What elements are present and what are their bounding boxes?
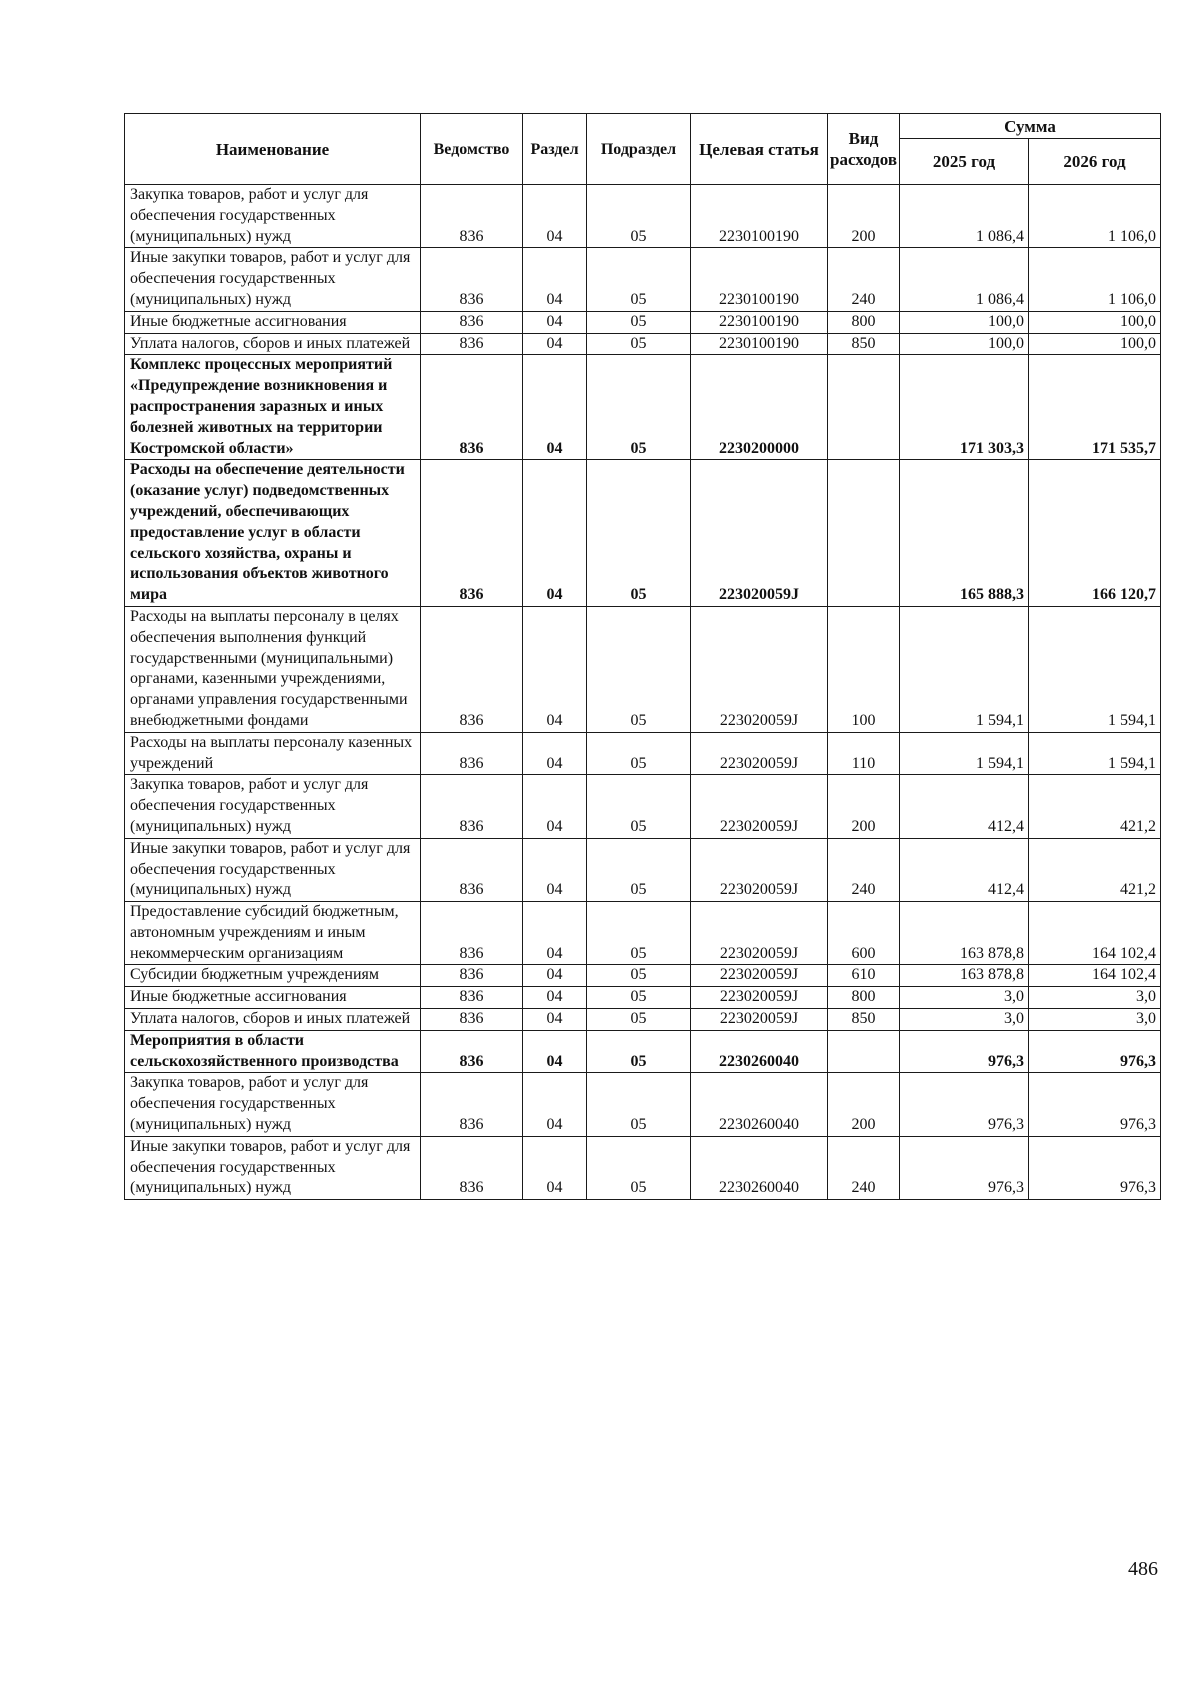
cell-sum-2026: 166 120,7 xyxy=(1029,460,1161,607)
table-row xyxy=(125,732,1161,775)
cell-expense-type xyxy=(828,1030,900,1073)
cell-sum-2026: 1 106,0 xyxy=(1029,248,1161,311)
cell-section: 04 xyxy=(523,1030,587,1073)
cell-section: 04 xyxy=(523,248,587,311)
table-body xyxy=(125,185,1161,1200)
cell-sum-2026: 100,0 xyxy=(1029,311,1161,333)
cell-subsection: 05 xyxy=(587,987,691,1009)
cell-target-article: 223020059J xyxy=(691,965,828,987)
cell-expense-type xyxy=(828,460,900,607)
header-name: Наименование xyxy=(125,114,421,185)
cell-name: Закупка товаров, работ и услуг для обеспечения государственных (муниципальных) нужд xyxy=(125,1073,421,1136)
cell-section: 04 xyxy=(523,965,587,987)
cell-section: 04 xyxy=(523,460,587,607)
page-number: 486 xyxy=(1128,1558,1158,1580)
cell-sum-2025: 3,0 xyxy=(900,1009,1029,1031)
cell-sum-2026: 421,2 xyxy=(1029,775,1161,838)
header-sum: Сумма xyxy=(900,114,1161,139)
cell-name: Иные закупки товаров, работ и услуг для обеспечения государственных (муниципальных) нужд xyxy=(125,248,421,311)
cell-subsection: 05 xyxy=(587,606,691,732)
cell-section: 04 xyxy=(523,355,587,460)
cell-target-article: 223020059J xyxy=(691,902,828,965)
table-row xyxy=(125,333,1161,355)
cell-name: Иные бюджетные ассигнования xyxy=(125,987,421,1009)
cell-target-article: 223020059J xyxy=(691,775,828,838)
cell-section: 04 xyxy=(523,333,587,355)
header-target-article: Целевая статья xyxy=(691,114,828,185)
cell-subsection: 05 xyxy=(587,965,691,987)
cell-sum-2026: 164 102,4 xyxy=(1029,902,1161,965)
cell-department: 836 xyxy=(421,902,523,965)
cell-name: Предоставление субсидий бюджетным, автономным учреждениям и иным некоммерческим организациям xyxy=(125,902,421,965)
cell-sum-2026: 1 594,1 xyxy=(1029,606,1161,732)
cell-sum-2025: 100,0 xyxy=(900,311,1029,333)
table-row xyxy=(125,606,1161,732)
header-department: Ведомство xyxy=(421,114,523,185)
cell-name: Субсидии бюджетным учреждениям xyxy=(125,965,421,987)
cell-department: 836 xyxy=(421,987,523,1009)
cell-sum-2025: 3,0 xyxy=(900,987,1029,1009)
cell-department: 836 xyxy=(421,185,523,248)
cell-name: Расходы на выплаты персоналу в целях обеспечения выполнения функций государственными (муниципальными) органами, казенными учреждениями, органами управления государственными внебюджетными фондами xyxy=(125,606,421,732)
cell-target-article: 2230200000 xyxy=(691,355,828,460)
cell-subsection: 05 xyxy=(587,1030,691,1073)
cell-expense-type: 600 xyxy=(828,902,900,965)
cell-sum-2026: 976,3 xyxy=(1029,1030,1161,1073)
cell-subsection: 05 xyxy=(587,355,691,460)
cell-section: 04 xyxy=(523,838,587,901)
cell-target-article: 223020059J xyxy=(691,838,828,901)
cell-expense-type: 610 xyxy=(828,965,900,987)
cell-target-article: 223020059J xyxy=(691,732,828,775)
cell-section: 04 xyxy=(523,311,587,333)
cell-sum-2026: 3,0 xyxy=(1029,987,1161,1009)
table-row xyxy=(125,248,1161,311)
cell-name: Иные закупки товаров, работ и услуг для обеспечения государственных (муниципальных) нужд xyxy=(125,1136,421,1199)
cell-section: 04 xyxy=(523,1073,587,1136)
cell-expense-type: 800 xyxy=(828,311,900,333)
cell-name: Закупка товаров, работ и услуг для обеспечения государственных (муниципальных) нужд xyxy=(125,775,421,838)
cell-name: Уплата налогов, сборов и иных платежей xyxy=(125,1009,421,1031)
cell-department: 836 xyxy=(421,333,523,355)
cell-section: 04 xyxy=(523,987,587,1009)
cell-target-article: 2230100190 xyxy=(691,311,828,333)
cell-target-article: 2230100190 xyxy=(691,333,828,355)
budget-table xyxy=(124,113,1161,1200)
table-row xyxy=(125,965,1161,987)
cell-sum-2026: 421,2 xyxy=(1029,838,1161,901)
cell-sum-2026: 100,0 xyxy=(1029,333,1161,355)
cell-subsection: 05 xyxy=(587,311,691,333)
cell-expense-type: 100 xyxy=(828,606,900,732)
cell-department: 836 xyxy=(421,311,523,333)
table-row xyxy=(125,987,1161,1009)
cell-sum-2025: 1 086,4 xyxy=(900,185,1029,248)
cell-section: 04 xyxy=(523,185,587,248)
cell-expense-type: 110 xyxy=(828,732,900,775)
cell-name: Уплата налогов, сборов и иных платежей xyxy=(125,333,421,355)
cell-target-article: 223020059J xyxy=(691,460,828,607)
cell-expense-type: 240 xyxy=(828,1136,900,1199)
cell-target-article: 2230260040 xyxy=(691,1073,828,1136)
cell-department: 836 xyxy=(421,606,523,732)
cell-expense-type: 240 xyxy=(828,248,900,311)
cell-subsection: 05 xyxy=(587,1009,691,1031)
cell-department: 836 xyxy=(421,1136,523,1199)
cell-target-article: 2230260040 xyxy=(691,1030,828,1073)
table-row xyxy=(125,775,1161,838)
cell-expense-type: 200 xyxy=(828,185,900,248)
cell-subsection: 05 xyxy=(587,333,691,355)
table-row xyxy=(125,355,1161,460)
cell-name: Расходы на выплаты персоналу казенных учреждений xyxy=(125,732,421,775)
cell-subsection: 05 xyxy=(587,902,691,965)
cell-target-article: 223020059J xyxy=(691,987,828,1009)
cell-section: 04 xyxy=(523,902,587,965)
cell-name: Закупка товаров, работ и услуг для обеспечения государственных (муниципальных) нужд xyxy=(125,185,421,248)
cell-sum-2026: 976,3 xyxy=(1029,1136,1161,1199)
cell-expense-type: 850 xyxy=(828,333,900,355)
cell-name: Комплекс процессных мероприятий «Предупреждение возникновения и распространения заразных и иных болезней животных на территории Костромской области» xyxy=(125,355,421,460)
cell-department: 836 xyxy=(421,775,523,838)
cell-sum-2025: 100,0 xyxy=(900,333,1029,355)
cell-expense-type xyxy=(828,355,900,460)
cell-sum-2025: 412,4 xyxy=(900,838,1029,901)
cell-section: 04 xyxy=(523,775,587,838)
cell-subsection: 05 xyxy=(587,732,691,775)
cell-section: 04 xyxy=(523,732,587,775)
cell-name: Мероприятия в области сельскохозяйственного производства xyxy=(125,1030,421,1073)
cell-sum-2026: 3,0 xyxy=(1029,1009,1161,1031)
cell-section: 04 xyxy=(523,606,587,732)
header-section: Раздел xyxy=(523,114,587,185)
table-row xyxy=(125,1073,1161,1136)
table-row xyxy=(125,902,1161,965)
cell-department: 836 xyxy=(421,460,523,607)
cell-sum-2025: 171 303,3 xyxy=(900,355,1029,460)
cell-sum-2025: 976,3 xyxy=(900,1136,1029,1199)
cell-sum-2025: 1 594,1 xyxy=(900,732,1029,775)
header-year-2026: 2026 год xyxy=(1029,139,1161,185)
cell-department: 836 xyxy=(421,732,523,775)
table-row xyxy=(125,311,1161,333)
cell-department: 836 xyxy=(421,965,523,987)
cell-expense-type: 200 xyxy=(828,1073,900,1136)
cell-sum-2025: 412,4 xyxy=(900,775,1029,838)
table-row xyxy=(125,460,1161,607)
cell-subsection: 05 xyxy=(587,775,691,838)
cell-expense-type: 240 xyxy=(828,838,900,901)
cell-sum-2025: 163 878,8 xyxy=(900,965,1029,987)
header-year-2025: 2025 год xyxy=(900,139,1029,185)
cell-sum-2025: 163 878,8 xyxy=(900,902,1029,965)
cell-sum-2026: 1 106,0 xyxy=(1029,185,1161,248)
cell-name: Иные закупки товаров, работ и услуг для обеспечения государственных (муниципальных) нужд xyxy=(125,838,421,901)
cell-name: Расходы на обеспечение деятельности (оказание услуг) подведомственных учреждений, обеспечивающих предоставление услуг в области сельского хозяйства, охраны и использования объектов животного мира xyxy=(125,460,421,607)
table-row xyxy=(125,1136,1161,1199)
cell-target-article: 223020059J xyxy=(691,606,828,732)
cell-section: 04 xyxy=(523,1009,587,1031)
cell-subsection: 05 xyxy=(587,185,691,248)
cell-expense-type: 800 xyxy=(828,987,900,1009)
table-row xyxy=(125,1009,1161,1031)
cell-target-article: 2230100190 xyxy=(691,248,828,311)
cell-department: 836 xyxy=(421,355,523,460)
cell-target-article: 223020059J xyxy=(691,1009,828,1031)
cell-department: 836 xyxy=(421,1073,523,1136)
cell-sum-2026: 171 535,7 xyxy=(1029,355,1161,460)
table-row xyxy=(125,185,1161,248)
cell-section: 04 xyxy=(523,1136,587,1199)
cell-target-article: 2230260040 xyxy=(691,1136,828,1199)
cell-sum-2026: 976,3 xyxy=(1029,1073,1161,1136)
cell-target-article: 2230100190 xyxy=(691,185,828,248)
cell-expense-type: 200 xyxy=(828,775,900,838)
table-row xyxy=(125,1030,1161,1073)
cell-sum-2026: 1 594,1 xyxy=(1029,732,1161,775)
cell-sum-2025: 165 888,3 xyxy=(900,460,1029,607)
cell-department: 836 xyxy=(421,1030,523,1073)
cell-sum-2025: 976,3 xyxy=(900,1073,1029,1136)
header-subsection: Подраздел xyxy=(587,114,691,185)
cell-expense-type: 850 xyxy=(828,1009,900,1031)
header-expense-type: Вид расходов xyxy=(828,114,900,185)
cell-sum-2025: 976,3 xyxy=(900,1030,1029,1073)
cell-sum-2025: 1 594,1 xyxy=(900,606,1029,732)
cell-department: 836 xyxy=(421,838,523,901)
cell-subsection: 05 xyxy=(587,1073,691,1136)
cell-department: 836 xyxy=(421,1009,523,1031)
cell-subsection: 05 xyxy=(587,838,691,901)
cell-name: Иные бюджетные ассигнования xyxy=(125,311,421,333)
cell-department: 836 xyxy=(421,248,523,311)
cell-subsection: 05 xyxy=(587,1136,691,1199)
cell-subsection: 05 xyxy=(587,248,691,311)
cell-sum-2025: 1 086,4 xyxy=(900,248,1029,311)
cell-sum-2026: 164 102,4 xyxy=(1029,965,1161,987)
cell-subsection: 05 xyxy=(587,460,691,607)
table-row xyxy=(125,838,1161,901)
